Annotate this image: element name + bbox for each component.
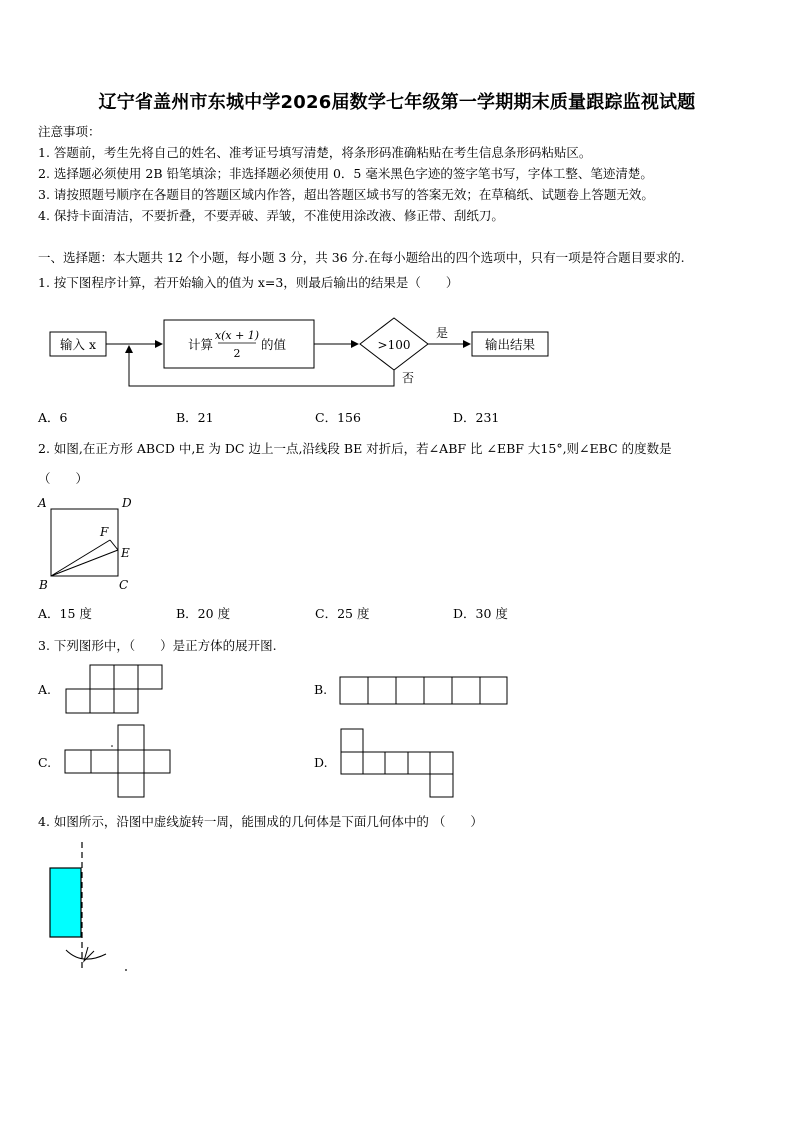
q1-option-a: A．6 (38, 410, 68, 425)
rotating-rectangle (50, 868, 81, 937)
q1-option-d: D．231 (453, 410, 500, 425)
flow-denominator: 2 (233, 347, 241, 360)
label-a: A (38, 496, 47, 510)
q3-net-a (64, 664, 168, 718)
q2-option-d: D．30 度 (453, 606, 508, 621)
q1-option-b: B．21 (176, 410, 214, 425)
notice-item-1: 1. 答题前，考生先将自己的姓名、准考证号填写清楚，将条形码准确粘贴在考生信息条形码粘贴区。 (38, 145, 592, 160)
q1-stem: 1. 按下图程序计算，若开始输入的值为 x=3，则最后输出的结果是（ ） (38, 275, 459, 290)
q2-option-a: A．15 度 (38, 606, 92, 621)
flow-no-label: 否 (402, 371, 415, 385)
notice-item-4: 4. 保持卡面清洁，不要折叠，不要弄破、弄皱，不准使用涂改液、修正带、刮纸刀。 (38, 208, 504, 223)
label-e: E (121, 546, 130, 560)
label-f: F (100, 525, 109, 539)
notice-heading: 注意事项： (38, 124, 101, 139)
section-heading: 一、选择题：本大题共 12 个小题，每小题 3 分，共 36 分.在每小题给出的四个选项中，只有一项是符合题目要求的. (38, 250, 685, 265)
notice-item-2: 2. 选择题必须使用 2B 铅笔填涂；非选择题必须使用 0．5 毫米黑色字迹的签字笔书写，字体工整、笔迹清楚。 (38, 166, 653, 181)
flow-input-label: 输入 x (59, 337, 97, 352)
flow-calc-box (164, 320, 314, 368)
q4-rotation-figure (40, 838, 140, 978)
flow-output-label: 输出结果 (484, 337, 536, 352)
notice-item-3: 3. 请按照题号顺序在各题目的答题区域内作答，超出答题区域书写的答案无效；在草稿纸、试题卷上答题无效。 (38, 187, 654, 202)
page-title: 辽宁省盖州市东城中学2026届数学七年级第一学期期末质量跟踪监视试题 (98, 92, 696, 113)
flow-calc-suffix: 的值 (261, 337, 287, 352)
q2-option-b: B．20 度 (176, 606, 231, 621)
q3-net-b (339, 676, 509, 706)
q3-stem: 3. 下列图形中，（ ）是正方体的展开图. (38, 638, 277, 653)
q2-square-figure (30, 490, 150, 598)
q2-paren: （ ） (38, 471, 89, 486)
q3-label-c: C. (38, 755, 52, 770)
q3-label-a: A. (38, 682, 52, 697)
q3-net-d (340, 728, 456, 800)
flow-condition: >100 (377, 338, 411, 352)
q1-flowchart (40, 312, 560, 392)
label-b: B (39, 578, 48, 592)
q4-stem: 4. 如图所示，沿图中虚线旋转一周，能围成的几何体是下面几何体中的 （ ） (38, 814, 483, 829)
q1-option-c: C．156 (315, 410, 361, 425)
q2-stem: 2. 如图,在正方形 ABCD 中,E 为 DC 边上一点,沿线段 BE 对折后，若∠ABF 比 ∠EBF 大15°,则∠EBC 的度数是 (38, 441, 672, 456)
label-c: C (119, 578, 129, 592)
flow-yes-label: 是 (436, 326, 449, 340)
segment-be (51, 550, 118, 576)
segment-bf (51, 540, 110, 576)
q3-label-b: B. (314, 682, 328, 697)
q3-label-d: D. (314, 755, 328, 770)
segment-fe (110, 540, 118, 550)
label-d: D (122, 496, 132, 510)
flow-numerator: x(x + 1) (214, 329, 260, 342)
square-abcd (51, 509, 118, 576)
q2-option-c: C．25 度 (315, 606, 370, 621)
q3-net-c (64, 724, 174, 800)
flow-calc-prefix: 计算 (188, 337, 214, 352)
